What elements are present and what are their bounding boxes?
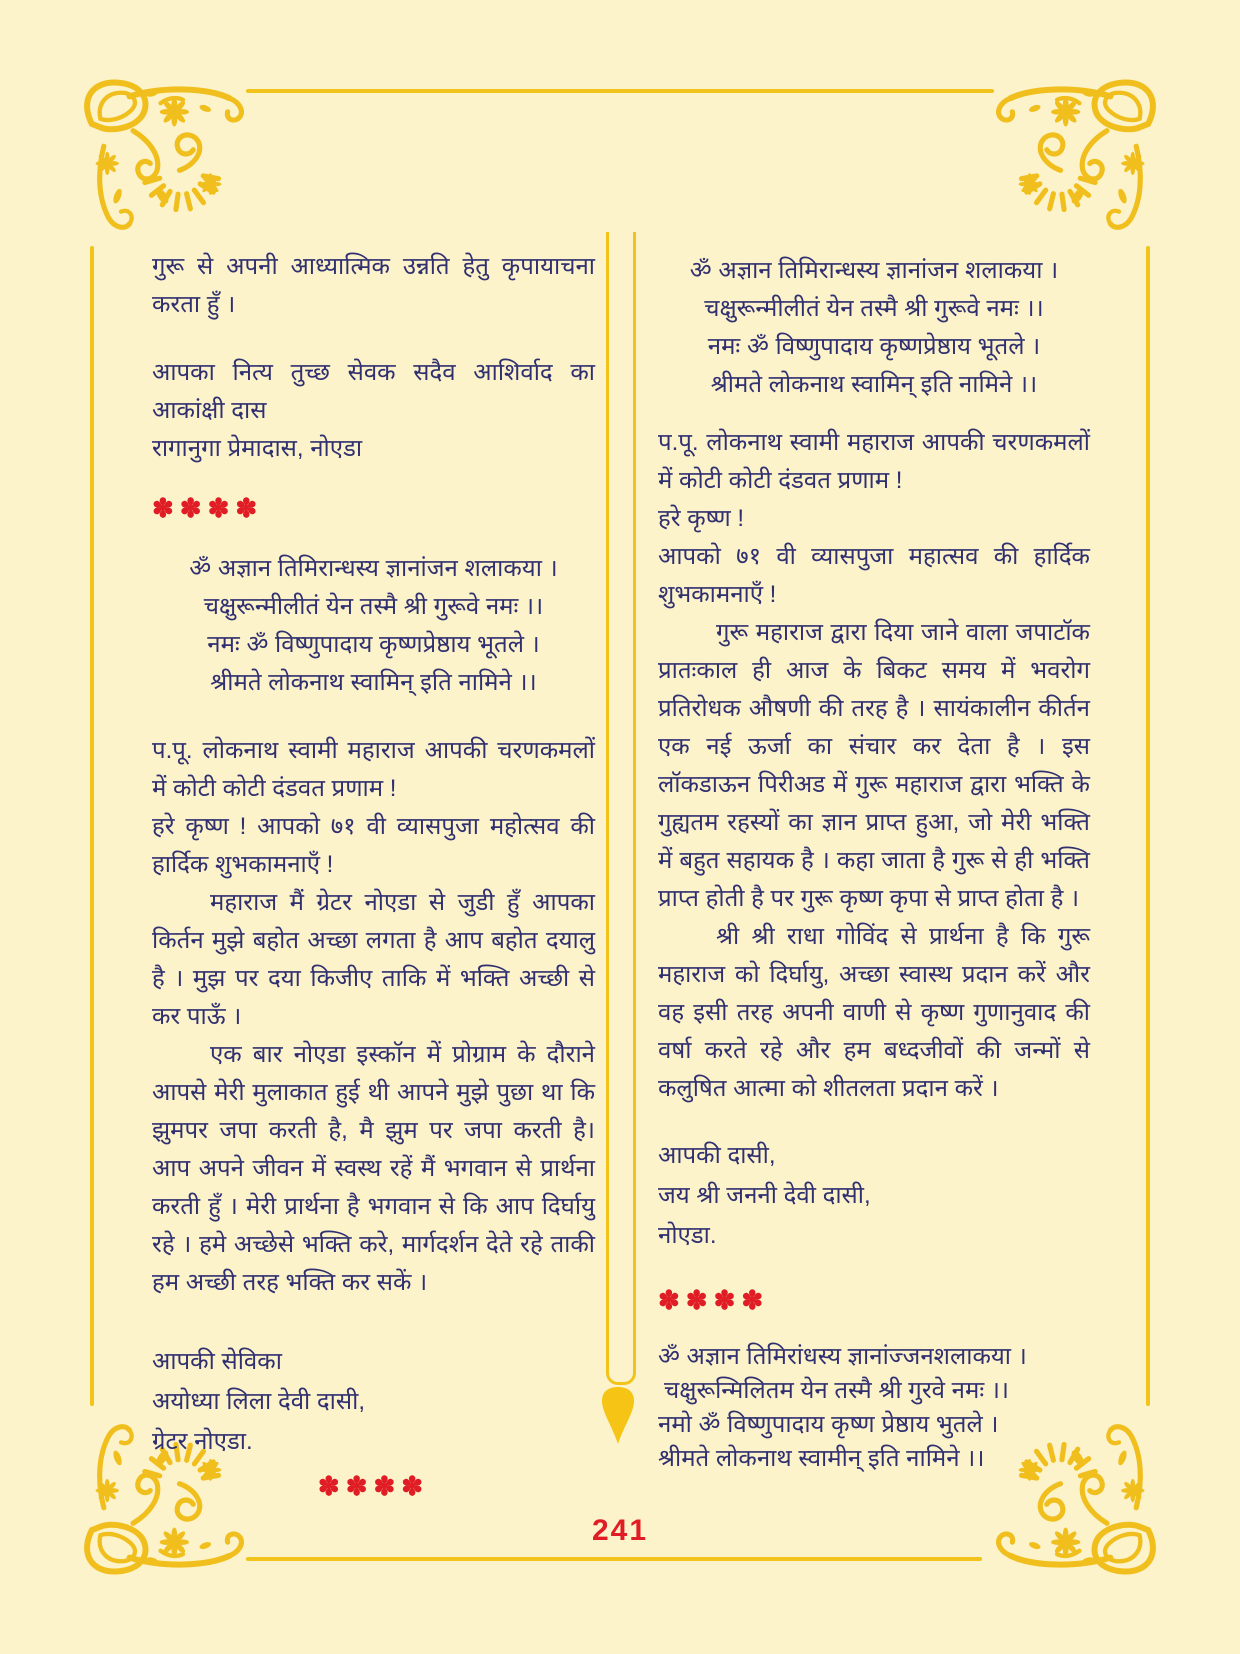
right-column bbox=[658, 252, 1090, 1476]
paragraph-meeting: एक बार नोएडा इस्कॉन में प्रोग्राम के दौराने आपसे मेरी मुलाकात हुई थी आपने मुझे पुछा था कि झुमपर जपा करती है, मै झुम पर जपा करती है। आप अपने जीवन में स्वस्थ रहें मैं भगवान से प्रार्थना करती हुँ । मेरी प्रार्थना है भगवान से कि आप दिर्घायु रहे । हमे अच्छेसे भक्ति करे, मार्गदर्शन देते रहे ताकी हम अच्छी तरह भक्ति कर सकें । bbox=[152, 1041, 595, 1296]
signature-line: ग्रेटर नोएडा. bbox=[152, 1428, 253, 1455]
signature-block bbox=[152, 1342, 595, 1462]
shloka-vandana bbox=[152, 550, 595, 702]
shloka-line: श्रीमते लोकनाथ स्वामिन् इति नामिने ।। bbox=[710, 371, 1038, 398]
shloka-line: चक्षुरून्मीलीतं येन तस्मै श्री गुरूवे नमः ।। bbox=[203, 593, 544, 620]
signature-line: अयोध्या लिला देवी दासी, bbox=[152, 1388, 365, 1415]
asterisk-separator: ✽✽✽✽ bbox=[658, 1285, 770, 1315]
shloka-line: ॐ अज्ञान तिमिरांधस्य ज्ञानांज्जनशलाकया । bbox=[658, 1343, 1027, 1370]
floral-corner-ornament-icon bbox=[78, 74, 250, 246]
divider-teardrop-icon bbox=[600, 1386, 636, 1446]
paragraph-japa-talk: गुरू महाराज द्वारा दिया जाने वाला जपाटॉक प्रातःकाल ही आज के बिकट समय में भवरोग प्रतिरोधक औषणी की तरह है । सायंकालीन कीर्तन एक नई ऊर्जा का संचार कर देता है । इस लॉकडाऊन पिरीअड में गुरू महाराज द्वारा भक्ति के गुह्यतम रहस्यों का ज्ञान प्राप्त हुआ, जो मेरी भक्ति में बहुत सहायक है । कहा जाता है गुरू से ही भक्ति प्राप्त होती है पर गुरू कृष्ण कृपा से प्राप्त होता है । bbox=[658, 619, 1090, 912]
paragraph-maharaj: महाराज मैं ग्रेटर नोएडा से जुडी हुँ आपका किर्तन मुझे बहोत अच्छा लगता है आप बहोत दयालु है । मुझ पर दया किजीए ताकि में भक्ति अच्छी से कर पाऊँ । bbox=[152, 889, 595, 1030]
frame-top-line bbox=[246, 89, 994, 93]
paragraph-servant: आपका नित्य तुच्छ सेवक सदैव आशिर्वाद का आकांक्षी दास bbox=[152, 359, 595, 424]
signature-line: आपकी दासी, bbox=[658, 1142, 776, 1169]
signature-line: जय श्री जननी देवी दासी, bbox=[658, 1182, 871, 1209]
shloka-line: नमः ॐ विष्णुपादाय कृष्णप्रेष्ठाय भूतले । bbox=[707, 333, 1041, 360]
shloka-line: श्रीमते लोकनाथ स्वामीन् इति नामिने ।। bbox=[658, 1445, 985, 1472]
shloka-line: नमः ॐ विष्णुपादाय कृष्णप्रेष्ठाय भूतले । bbox=[207, 631, 540, 658]
signature-line: आपकी सेविका bbox=[152, 1348, 282, 1375]
paragraph-hare-krishna: हरे कृष्ण ! bbox=[658, 505, 745, 532]
signature-name: रागानुगा प्रेमादास, नोएडा bbox=[152, 435, 363, 462]
shloka-line: ॐ अज्ञान तिमिरान्धस्य ज्ञानांजन शलाकया । bbox=[689, 257, 1059, 284]
paragraph-greeting: आपको ७१ वी व्यासपुजा महात्सव की हार्दिक शुभकामनाएँ ! bbox=[658, 543, 1090, 608]
floral-corner-ornament-icon bbox=[990, 74, 1162, 246]
shloka-closing bbox=[658, 1340, 1090, 1476]
paragraph-greeting: हरे कृष्ण ! आपको ७१ वी व्यासपुजा महोत्सव की हार्दिक शुभकामनाएँ ! bbox=[152, 813, 595, 878]
shloka-line: चक्षुरून्मिलितम येन तस्मै श्री गुरवे नमः ।। bbox=[664, 1377, 1010, 1404]
frame-bottom-line bbox=[246, 1557, 982, 1561]
signature-block bbox=[658, 1136, 1090, 1256]
column-divider-line bbox=[606, 232, 636, 1385]
shloka-line: नमो ॐ विष्णुपादाय कृष्ण प्रेष्ठाय भुतले । bbox=[658, 1411, 999, 1438]
shloka-line: ॐ अज्ञान तिमिरान्धस्य ज्ञानांजन शलाकया । bbox=[189, 555, 558, 582]
paragraph-opening: गुरू से अपनी आध्यात्मिक उन्नति हेतु कृपायाचना करता हुँ । bbox=[152, 253, 595, 318]
page-number: 241 bbox=[591, 1514, 649, 1547]
signature-line: नोएडा. bbox=[658, 1222, 717, 1249]
frame-right-line bbox=[1146, 246, 1150, 1406]
shloka-vandana bbox=[658, 252, 1090, 404]
left-column bbox=[152, 248, 595, 1504]
shloka-line: श्रीमते लोकनाथ स्वामिन् इति नामिने ।। bbox=[210, 669, 537, 696]
paragraph-prayer: श्री श्री राधा गोविंद से प्रार्थना है कि गुरू महाराज को दिर्घायु, अच्छा स्वास्थ प्रदान करें और वह इसी तरह अपनी वाणी से कृष्ण गुणानुवाद की वर्षा करते रहे और हम बध्दजीवों की जन्मों से कलुषित आत्मा को शीतलता प्रदान करें । bbox=[658, 923, 1090, 1102]
frame-left-line bbox=[90, 246, 94, 1406]
asterisk-separator: ✽✽✽✽ bbox=[152, 493, 264, 523]
shloka-line: चक्षुरून्मीलीतं येन तस्मै श्री गुरूवे नमः ।। bbox=[704, 295, 1044, 322]
paragraph-pranam: प.पू. लोकनाथ स्वामी महाराज आपकी चरणकमलों में कोटी कोटी दंडवत प्रणाम ! bbox=[152, 737, 595, 802]
paragraph-pranam: प.पू. लोकनाथ स्वामी महाराज आपकी चरणकमलों में कोटी कोटी दंडवत प्रणाम ! bbox=[658, 429, 1090, 494]
asterisk-separator: ✽✽✽✽ bbox=[317, 1471, 430, 1501]
